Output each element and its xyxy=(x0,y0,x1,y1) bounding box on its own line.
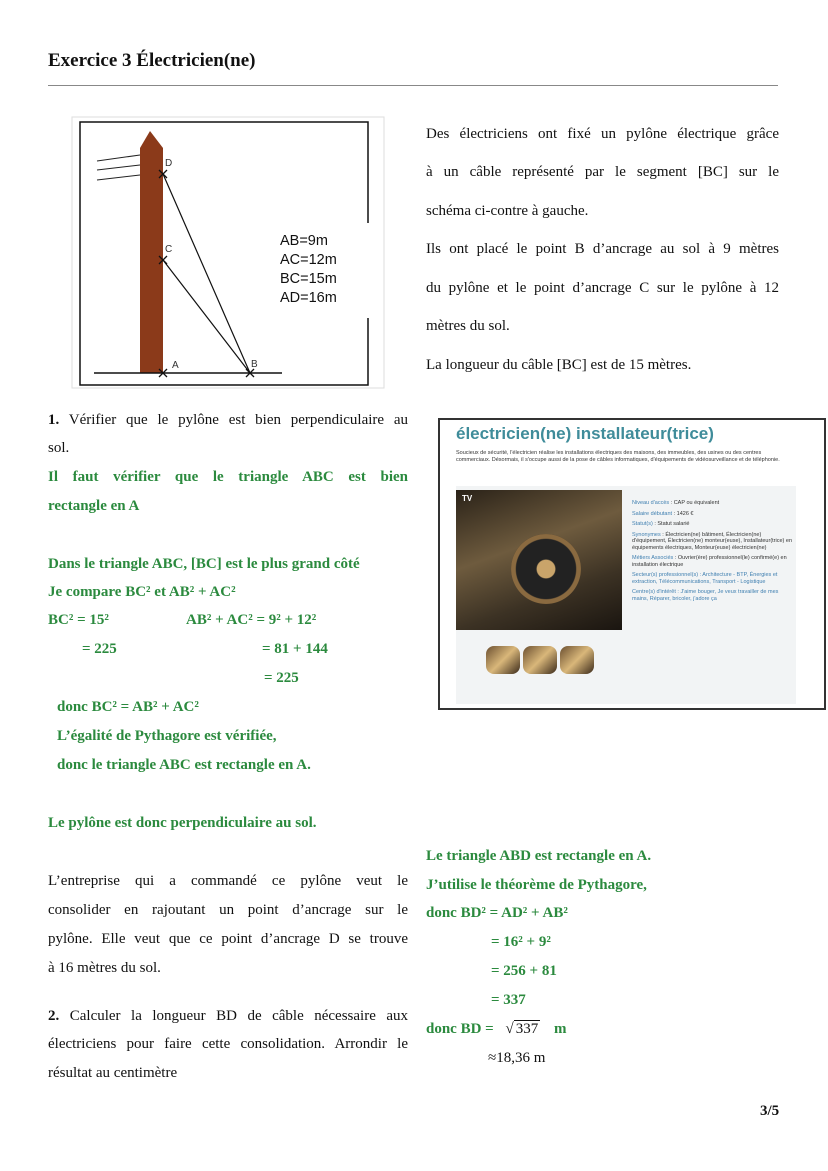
answer-line: rectangle en A xyxy=(48,498,140,514)
context-line: à 16 mètres du sol. xyxy=(48,960,161,976)
approx-result: ≈18,36 m xyxy=(488,1050,546,1066)
answer-line: = 16² + 9² xyxy=(491,934,551,950)
video-player[interactable] xyxy=(456,490,622,630)
thumbnail[interactable] xyxy=(560,646,594,674)
answer-line: donc BD² = AD² + AB² xyxy=(426,905,568,921)
intro-line: du pylône et le point d’ancrage C sur le pylône à 12 xyxy=(426,280,779,296)
answer-line: = 225 xyxy=(264,670,299,686)
question-1 xyxy=(48,410,408,430)
answer-line: donc le triangle ABC est rectangle en A. xyxy=(57,757,311,773)
fact-value: : CAP ou équivalent xyxy=(669,500,720,506)
answer-line: = 81 + 144 xyxy=(262,641,328,657)
fact-value: : Statut salarié xyxy=(652,521,690,527)
intro-line: La longueur du câble [BC] est de 15 mètres. xyxy=(426,357,692,373)
fact-key: Métiers Associés xyxy=(632,555,674,561)
fact-item xyxy=(632,532,792,552)
sqrt-expression: √ 337 xyxy=(505,1021,539,1037)
measure-ab: AB=9m xyxy=(280,233,328,249)
page-number: 3/5 xyxy=(760,1103,780,1119)
measure-ad: AD=16m xyxy=(280,290,337,306)
job-webpage-screenshot xyxy=(438,418,826,710)
question-text: Vérifier que le pylône est bien perpendiculaire au xyxy=(59,412,408,428)
radicand: 337 xyxy=(515,1021,539,1037)
answer-text: donc BD = xyxy=(426,1021,498,1037)
intro-line: à un câble représenté par le segment [BC] sur le xyxy=(426,164,779,180)
answer-line: Le triangle ABD est rectangle en A. xyxy=(426,848,652,864)
answer-line: = 337 xyxy=(491,992,526,1008)
fact-item xyxy=(632,521,792,528)
point-d-label: D xyxy=(165,158,173,169)
fact-key: Secteur(s) professionnel(s) xyxy=(632,572,699,578)
fact-item xyxy=(632,511,792,518)
fact-item xyxy=(632,555,792,568)
fact-value: : Ouvrier(ère) professionnel(le) confirmé(e) en installation électrique xyxy=(632,555,787,568)
tv-logo: TV xyxy=(462,494,473,503)
answer-line: L’égalité de Pythagore est vérifiée, xyxy=(57,728,277,744)
fact-value[interactable]: : Architecture - BTP, Énergies et extraction, Télécommunications, Transport - Logistique xyxy=(632,572,778,585)
fact-item xyxy=(632,572,792,585)
thumbnail[interactable] xyxy=(523,646,557,674)
point-a-label: A xyxy=(172,360,179,371)
web-panel xyxy=(456,486,796,704)
video-thumbnails xyxy=(486,646,597,679)
fact-key: Synonymes xyxy=(632,531,661,538)
web-intro: Soucieux de sécurité, l'électricien réalise les installations électriques des maisons, des immeubles, des usines ou des centres commerciaux. Désormais, il s'occupe aussi de la pose de câbles informatiques, d'équipements de vidéosurveillance et de téléphonie. xyxy=(456,450,780,463)
thumbnail[interactable] xyxy=(486,646,520,674)
pylon-diagram xyxy=(0,0,400,400)
fact-key: Niveau d'accès xyxy=(632,500,670,506)
measure-ac: AC=12m xyxy=(280,252,337,268)
answer-line: = 225 xyxy=(82,641,117,657)
pole xyxy=(140,131,163,373)
answer-line xyxy=(426,1019,566,1039)
answer-line: = 256 + 81 xyxy=(491,963,557,979)
point-b-label: B xyxy=(251,359,258,370)
point-c-label: C xyxy=(165,244,173,255)
question-number: 2. xyxy=(48,1008,60,1024)
question-text: sol. xyxy=(48,440,70,456)
fact-key: Statut(s) xyxy=(632,521,653,527)
fact-item xyxy=(632,500,792,507)
context-line: L’entreprise qui a commandé ce pylône veut le xyxy=(48,873,408,889)
answer-line: Dans le triangle ABC, [BC] est le plus grand côté xyxy=(48,556,360,572)
question-2 xyxy=(48,1006,408,1026)
intro-line: Des électriciens ont fixé un pylône électrique grâce xyxy=(426,126,779,142)
cable-spool-image xyxy=(511,534,581,604)
fact-item xyxy=(632,589,792,602)
fact-key: Centre(s) d'intérêt xyxy=(632,589,676,595)
intro-line: mètres du sol. xyxy=(426,318,510,334)
intro-line: Ils ont placé le point B d’ancrage au sol à 9 mètres xyxy=(426,241,779,257)
question-text: Calculer la longueur BD de câble nécessaire aux xyxy=(59,1008,408,1024)
intro-line: schéma ci-contre à gauche. xyxy=(426,203,589,219)
context-line: consolider en rajoutant un point d’ancrage sur le xyxy=(48,902,408,918)
answer-line: AB² + AC² = 9² + 12² xyxy=(186,612,317,628)
question-number: 1. xyxy=(48,412,60,428)
measure-bc: BC=15m xyxy=(280,271,337,287)
context-line: pylône. Elle veut que ce point d’ancrage D se trouve xyxy=(48,931,408,947)
fact-value: : Électricien(ne) bâtiment, Électricien(ne) d'équipement, Électricien(ne) monteur(euse), Installateur(trice) en équipements électriques, Monteur(euse) électricien(ne) xyxy=(632,531,793,551)
answer-line: Il faut vérifier que le triangle ABC est bien xyxy=(48,469,408,485)
answer-line: donc BC² = AB² + AC² xyxy=(57,699,199,715)
web-heading: électricien(ne) installateur(trice) xyxy=(456,424,714,443)
exercise-title: Exercice 3 Électricien(ne) xyxy=(48,50,256,71)
fact-key: Salaire débutant xyxy=(632,510,673,517)
answer-line: BC² = 15² xyxy=(48,612,109,628)
job-facts xyxy=(632,500,792,606)
answer-line: Le pylône est donc perpendiculaire au sol. xyxy=(48,815,317,831)
question-text: résultat au centimètre xyxy=(48,1065,178,1081)
question-text: électriciens pour faire cette consolidation. Arrondir le xyxy=(48,1036,408,1052)
answer-line: Je compare BC² et AB² + AC² xyxy=(48,584,236,600)
fact-value[interactable]: : J'aime bouger, Je veux travailler de mes mains, Réparer, bricoler, j'adore ça xyxy=(632,589,779,602)
answer-line: J’utilise le théorème de Pythagore, xyxy=(426,877,647,893)
fact-value: : 1426 € xyxy=(672,510,694,517)
unit: m xyxy=(553,1021,567,1037)
